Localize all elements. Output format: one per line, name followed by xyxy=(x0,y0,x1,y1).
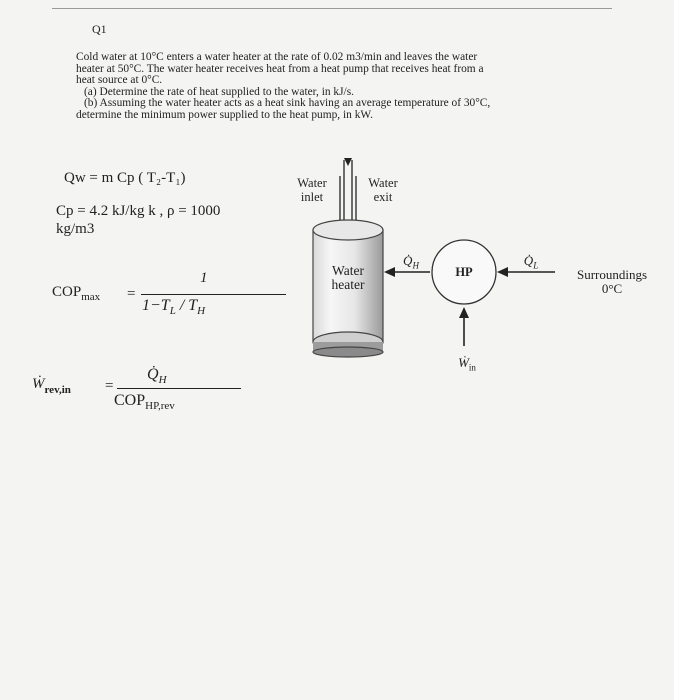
exit-arrow-icon xyxy=(344,158,352,166)
power-num-sub: H xyxy=(158,374,167,387)
water-exit-line-2: exit xyxy=(373,190,393,204)
water-heater-line-1: Water xyxy=(332,263,364,278)
water-exit-label xyxy=(358,176,408,204)
power-lhs-text: Ẇ xyxy=(32,376,45,392)
win-arrow-icon xyxy=(459,307,469,318)
power-den-text: COP xyxy=(114,392,146,409)
qh-arrow-icon xyxy=(384,267,395,277)
water-inlet-label xyxy=(286,176,338,204)
water-inlet-line-2: inlet xyxy=(300,190,324,204)
win-label xyxy=(452,356,482,375)
part-b-line-2: determine the minimum power supplied to the heat pump, in kW. xyxy=(76,108,373,121)
surroundings-line-2: 0°C xyxy=(601,281,623,296)
power-equals: = xyxy=(105,378,114,394)
water-heater-label xyxy=(320,264,376,292)
water-exit-line-1: Water xyxy=(368,176,398,190)
question-number: Q1 xyxy=(92,22,107,36)
cop-equals: = xyxy=(127,286,136,302)
cop-den-slash: / T xyxy=(175,297,198,314)
power-num-text: Q̇ xyxy=(147,366,159,383)
ql-arrow-icon xyxy=(497,267,508,277)
properties-line-1: Cp = 4.2 kJ/kg k , ρ = 1000 xyxy=(56,203,221,219)
qh-sub: H xyxy=(412,260,419,271)
cop-den-sub-l: L xyxy=(169,305,176,318)
power-lhs-sub: rev,in xyxy=(44,384,71,396)
ql-text: Q̇ xyxy=(523,253,534,268)
problem-line-3: heat source at 0°C. xyxy=(76,74,163,87)
properties-line-2: kg/m3 xyxy=(56,221,95,237)
win-text: Ẇ xyxy=(458,355,469,370)
surroundings-line-1: Surroundings xyxy=(576,267,648,282)
win-sub: in xyxy=(468,362,476,373)
cop-lhs-text: COP xyxy=(52,284,82,300)
power-den-sub: HP,rev xyxy=(145,400,175,413)
part-a: (a) Determine the rate of heat supplied to the water, in kJ/s. xyxy=(84,85,354,98)
part-b-line-1: (b) Assuming the water heater acts as a heat sink having an average temperature of 30°C, xyxy=(84,97,491,110)
qh-text: Q̇ xyxy=(403,253,413,268)
cop-den-sub-h: H xyxy=(197,305,206,318)
water-pipes xyxy=(340,158,356,228)
surroundings-label xyxy=(562,268,662,296)
problem-line-1: Cold water at 10°C enters a water heater at the rate of 0.02 m3/min and leaves the water xyxy=(76,51,478,63)
cop-numerator: 1 xyxy=(200,270,208,286)
ql-sub: L xyxy=(533,260,539,271)
qh-label xyxy=(396,254,426,273)
cop-lhs-sub: max xyxy=(81,291,101,303)
water-inlet-line-1: Water xyxy=(297,176,327,190)
ql-label xyxy=(516,254,546,273)
win-arrow xyxy=(459,307,469,346)
hp-label: HP xyxy=(455,265,473,279)
water-heater-line-2: heater xyxy=(331,277,365,292)
cop-den-text: 1−T xyxy=(142,297,170,314)
problem-line-2: heater at 50°C. The water heater receives heat from a heat pump that receives heat from a xyxy=(76,62,484,75)
energy-equation: Qw = m Cp ( T₂-T₁) xyxy=(64,170,186,186)
